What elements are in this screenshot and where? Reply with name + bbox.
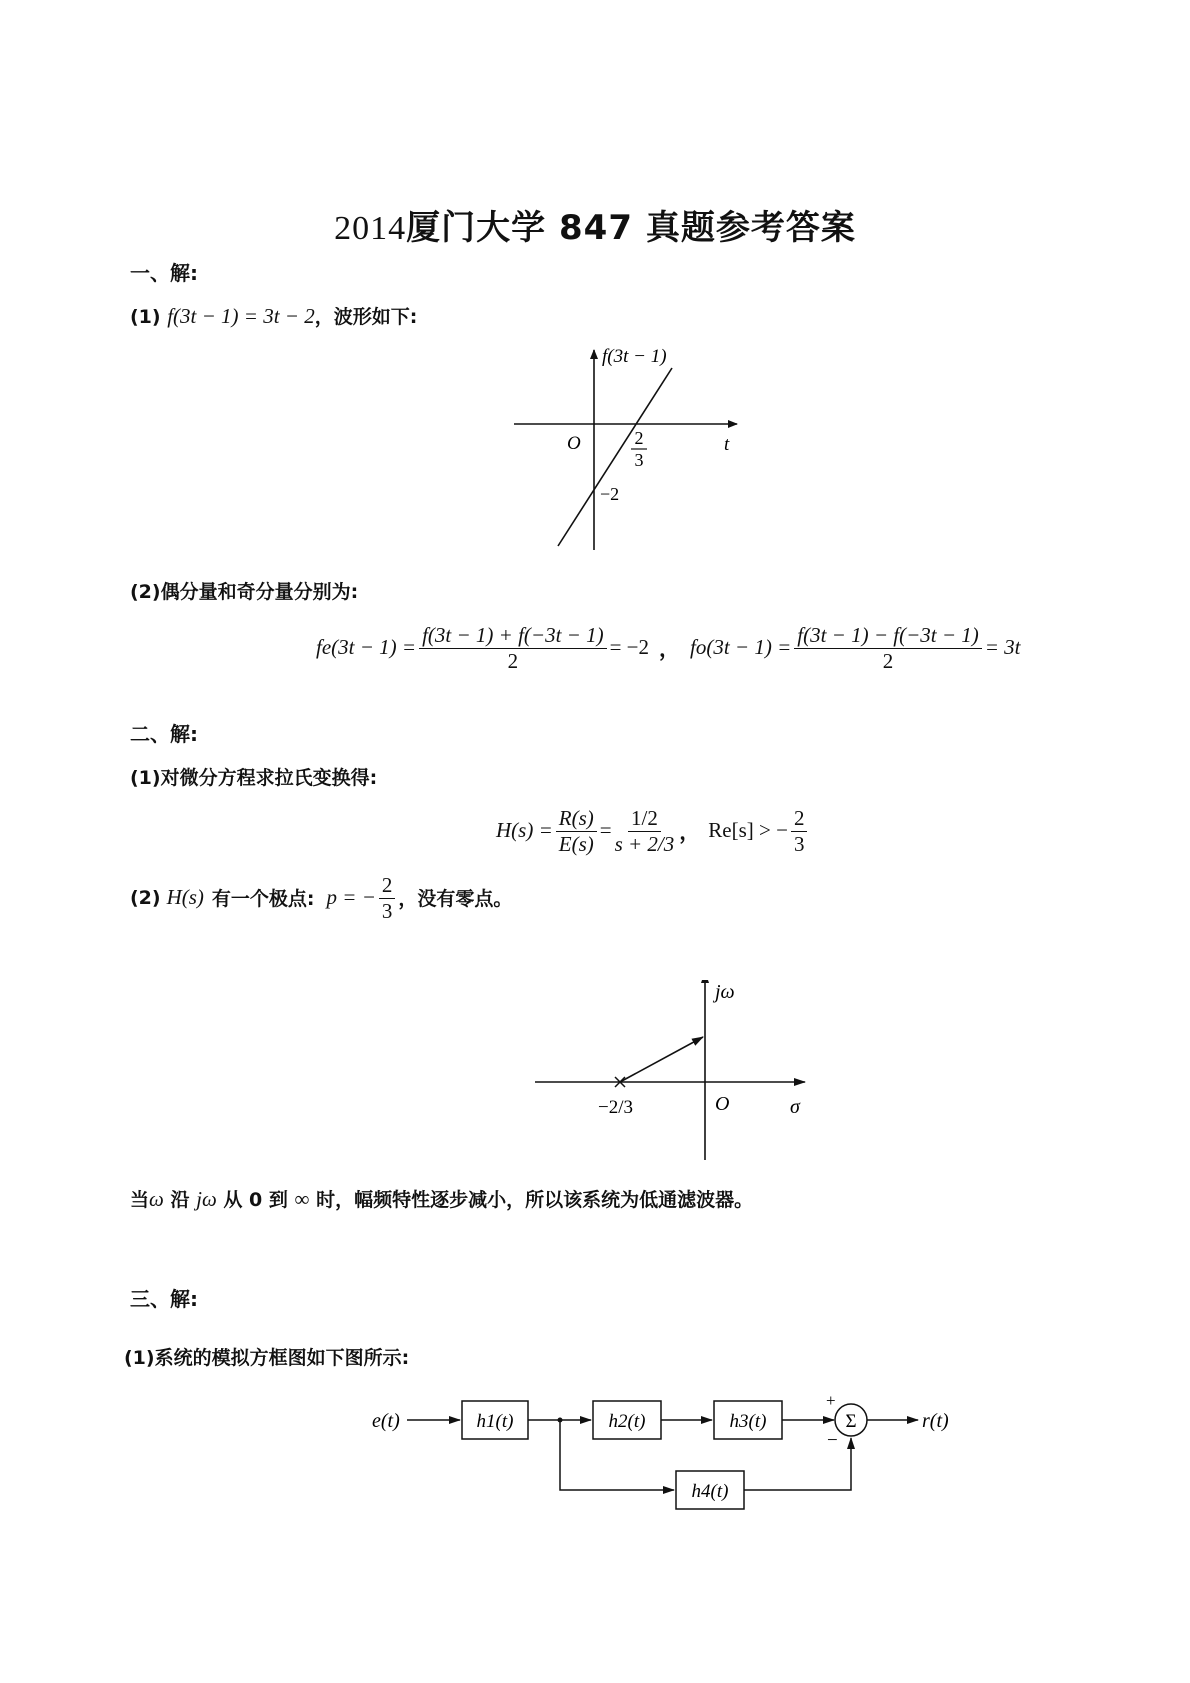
H-denominator-2: s + 2/3 — [614, 832, 675, 856]
minus-sign: − — [827, 1430, 838, 1451]
H-numerator-1: R(s) — [556, 806, 597, 832]
pole-expression: p = − — [326, 885, 376, 909]
s1-part1-expression: f(3t − 1) = 3t − 2 — [167, 304, 315, 328]
s1-part1-line — [130, 302, 417, 329]
even-odd-equation — [316, 623, 1021, 672]
H-equals: = — [599, 818, 612, 842]
s2-part1-line — [130, 763, 377, 790]
fe-denominator: 2 — [507, 649, 519, 673]
section-2-heading: 二、解: — [130, 722, 198, 746]
s1-part1-number: (1) — [130, 306, 161, 328]
pole-fraction — [379, 873, 396, 922]
h4-label: h4(t) — [691, 1481, 729, 1502]
conclusion-infinity: ∞ — [294, 1187, 310, 1211]
root-denominator: 3 — [634, 450, 644, 470]
conclusion-jw: jω — [196, 1187, 217, 1211]
s2-part1-number: (1) — [130, 767, 161, 789]
waveform-ylabel: f(3t − 1) — [602, 346, 667, 367]
conclusion-omega: ω — [149, 1187, 164, 1211]
branch-node — [558, 1418, 563, 1423]
H-lhs: H(s) = — [496, 818, 553, 842]
fo-lhs: fo(3t − 1) = — [690, 635, 792, 659]
roc-denominator: 3 — [793, 832, 805, 856]
plus-sign: + — [826, 1391, 836, 1410]
roc-numerator: 2 — [791, 806, 808, 832]
origin-label: O — [567, 433, 581, 454]
pole-denominator: 3 — [381, 899, 393, 923]
s1-part2-line — [130, 577, 358, 604]
sigma-label: σ — [790, 1096, 800, 1118]
H-roc-separator: ， — [679, 819, 701, 844]
s2-part1-text: 对微分方程求拉氏变换得: — [160, 767, 378, 789]
s3-part1-line — [124, 1343, 409, 1370]
pole-value-label: −2/3 — [598, 1097, 633, 1118]
fe-numerator: f(3t − 1) + f(−3t − 1) — [419, 623, 607, 649]
h3-label: h3(t) — [729, 1411, 767, 1432]
s2-part2-text1: 有一个极点: — [211, 888, 315, 910]
block-diagram — [360, 1390, 960, 1530]
intercept-label: −2 — [600, 484, 620, 504]
fe-lhs: fe(3t − 1) = — [316, 635, 417, 659]
fe-rhs: = −2 — [609, 635, 650, 659]
section-3-heading: 三、解: — [130, 1287, 198, 1311]
pole-vector — [620, 1037, 703, 1082]
section-1-heading: 一、解: — [130, 261, 198, 285]
waveform-graph — [500, 340, 760, 560]
title-text: 厦门大学 847 真题参考答案 — [406, 208, 856, 248]
s1-part2-text: 偶分量和奇分量分别为: — [160, 581, 359, 603]
root-numerator: 2 — [634, 428, 644, 448]
s2-part2-H: H(s) — [166, 885, 204, 909]
s3-part1-text: 系统的模拟方框图如下图所示: — [154, 1347, 410, 1369]
fo-fraction — [794, 623, 982, 672]
sum-symbol: Σ — [845, 1411, 857, 1432]
s1-part1-text: ，波形如下: — [314, 306, 418, 328]
pole-zero-plane — [505, 980, 815, 1165]
s2-part2-number: (2) — [130, 886, 161, 909]
s3-part1-number: (1) — [124, 1347, 155, 1369]
H-denominator-1: E(s) — [558, 832, 594, 856]
h1-label: h1(t) — [476, 1411, 514, 1432]
input-label: e(t) — [372, 1410, 400, 1432]
jw-label: jω — [715, 981, 735, 1003]
s2-conclusion — [130, 1185, 753, 1212]
fo-denominator: 2 — [882, 649, 894, 673]
s2-part2-text2: ，没有零点。 — [398, 888, 513, 910]
fe-fraction — [419, 623, 607, 672]
fo-numerator: f(3t − 1) − f(−3t − 1) — [794, 623, 982, 649]
title-year: 2014 — [334, 210, 407, 247]
s1-part2-number: (2) — [130, 581, 161, 603]
page-title — [0, 200, 1190, 249]
H-numerator-2: 1/2 — [628, 806, 661, 832]
waveform-line — [558, 368, 672, 546]
conclusion-text-1: 当 — [130, 1189, 150, 1211]
s2-part2-line — [130, 873, 512, 922]
fe-fo-separator: ， — [659, 636, 681, 661]
roc-text: Re[s] > − — [708, 818, 788, 842]
waveform-xlabel: t — [724, 434, 730, 455]
pole-numerator: 2 — [379, 873, 396, 899]
H-fraction-2 — [615, 806, 675, 855]
conclusion-text-4: 时，幅频特性逐步减小，所以该系统为低通滤波器。 — [316, 1189, 754, 1211]
roc-fraction — [791, 806, 808, 855]
fo-rhs: = 3t — [984, 635, 1021, 659]
h2-label: h2(t) — [608, 1411, 646, 1432]
conclusion-text-3: 从 0 到 — [223, 1189, 288, 1211]
conclusion-text-2: 沿 — [170, 1189, 190, 1211]
plane-origin-label: O — [715, 1093, 730, 1115]
H-fraction-1 — [556, 806, 597, 855]
output-label: r(t) — [922, 1410, 949, 1432]
transfer-function-equation — [496, 806, 810, 855]
